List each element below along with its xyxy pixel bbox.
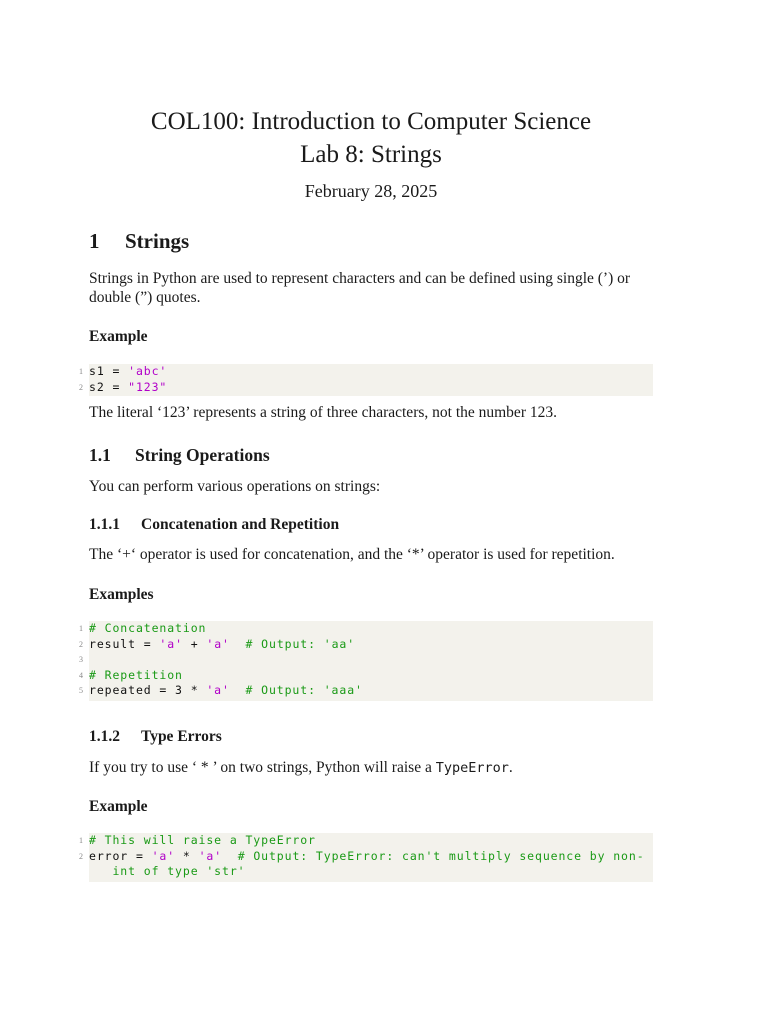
line-number: 1 [79, 836, 83, 845]
type-error-description [89, 758, 653, 778]
code-text: + [182, 636, 207, 651]
type-error-text: If you try to use ‘ * ’ on two strings, Python will raise a [89, 759, 436, 776]
code-comment: # Output: 'aa' [229, 636, 356, 651]
subsection-title: String Operations [135, 445, 270, 465]
code-comment: # This will raise a TypeError [89, 833, 316, 847]
line-number: 2 [79, 382, 83, 392]
line-number: 1 [79, 624, 83, 633]
code-block [79, 364, 653, 396]
section-intro: Strings in Python are used to represent characters and can be defined using single (’) or double (”) quotes. [89, 270, 631, 306]
code-string-literal: 'a' [159, 636, 183, 651]
code-text: result = [89, 636, 160, 651]
type-error-text-end: . [508, 759, 513, 776]
code-line [79, 379, 653, 396]
line-number: 2 [79, 639, 83, 649]
code-line [79, 848, 653, 865]
code-line [79, 652, 653, 668]
example-label: Example [89, 328, 148, 345]
code-line [79, 667, 653, 684]
code-line [79, 683, 653, 699]
example-label: Example [89, 798, 148, 815]
code-block [79, 621, 653, 701]
code-line [89, 864, 653, 880]
code-string-literal: 'a' [151, 848, 176, 863]
subsubsection-title: Type Errors [141, 728, 222, 745]
code-text: s2 = [89, 379, 129, 394]
code-string-literal: 'a' [206, 636, 230, 651]
subsubsection-title: Concatenation and Repetition [141, 516, 340, 533]
code-comment: # Repetition [89, 667, 183, 682]
line-number: 5 [79, 686, 83, 695]
code-string-literal: "123" [128, 379, 168, 394]
code-string-literal: 'a' [198, 848, 223, 863]
document-title [89, 105, 653, 171]
code-string-literal: 'a' [206, 683, 230, 697]
code-line [79, 636, 653, 653]
line-number: 4 [79, 670, 83, 680]
code-comment: # Output: 'aaa' [229, 683, 363, 697]
subsection-number: 1.1 [89, 445, 111, 465]
subsection-intro: You can perform various operations on strings: [89, 478, 381, 495]
code-line [79, 364, 653, 380]
section-heading-strings [89, 229, 189, 254]
subsubsection-heading-concatenation [89, 516, 339, 534]
code-text: error = [89, 848, 152, 863]
section-title: Strings [125, 229, 190, 253]
code-text: repeated = 3 * [89, 683, 207, 697]
examples-label: Examples [89, 586, 154, 603]
code-text: s1 = [89, 364, 129, 378]
code-explanation: The literal ‘123’ represents a string of three characters, not the number 123. [89, 404, 557, 421]
line-number: 2 [79, 851, 83, 861]
line-number: 3 [79, 655, 83, 664]
code-string-literal: 'abc' [128, 364, 168, 378]
code-line [79, 833, 653, 849]
course-title: COL100: Introduction to Computer Science [150, 108, 592, 135]
lab-title: Lab 8: Strings [300, 141, 442, 168]
code-comment: # Concatenation [89, 621, 207, 635]
code-comment: # Output: TypeError: can't multiply sequence by non- [222, 848, 645, 863]
code-comment: int of type 'str' [89, 864, 246, 878]
subsubsection-number: 1.1.2 [89, 728, 120, 745]
document-date: February 28, 2025 [304, 181, 438, 201]
code-text: * [175, 848, 199, 863]
line-number: 1 [79, 367, 83, 376]
subsubsection-heading-type-errors [89, 728, 222, 746]
operator-description: The ‘+‘ operator is used for concatenation, and the ‘*’ operator is used for repetition. [89, 546, 615, 563]
code-line [79, 621, 653, 637]
subsection-heading-string-operations [89, 445, 270, 466]
code-block [79, 833, 653, 882]
subsubsection-number: 1.1.1 [89, 516, 120, 533]
type-error-inline-code: TypeError [435, 760, 509, 776]
section-number: 1 [89, 229, 100, 253]
